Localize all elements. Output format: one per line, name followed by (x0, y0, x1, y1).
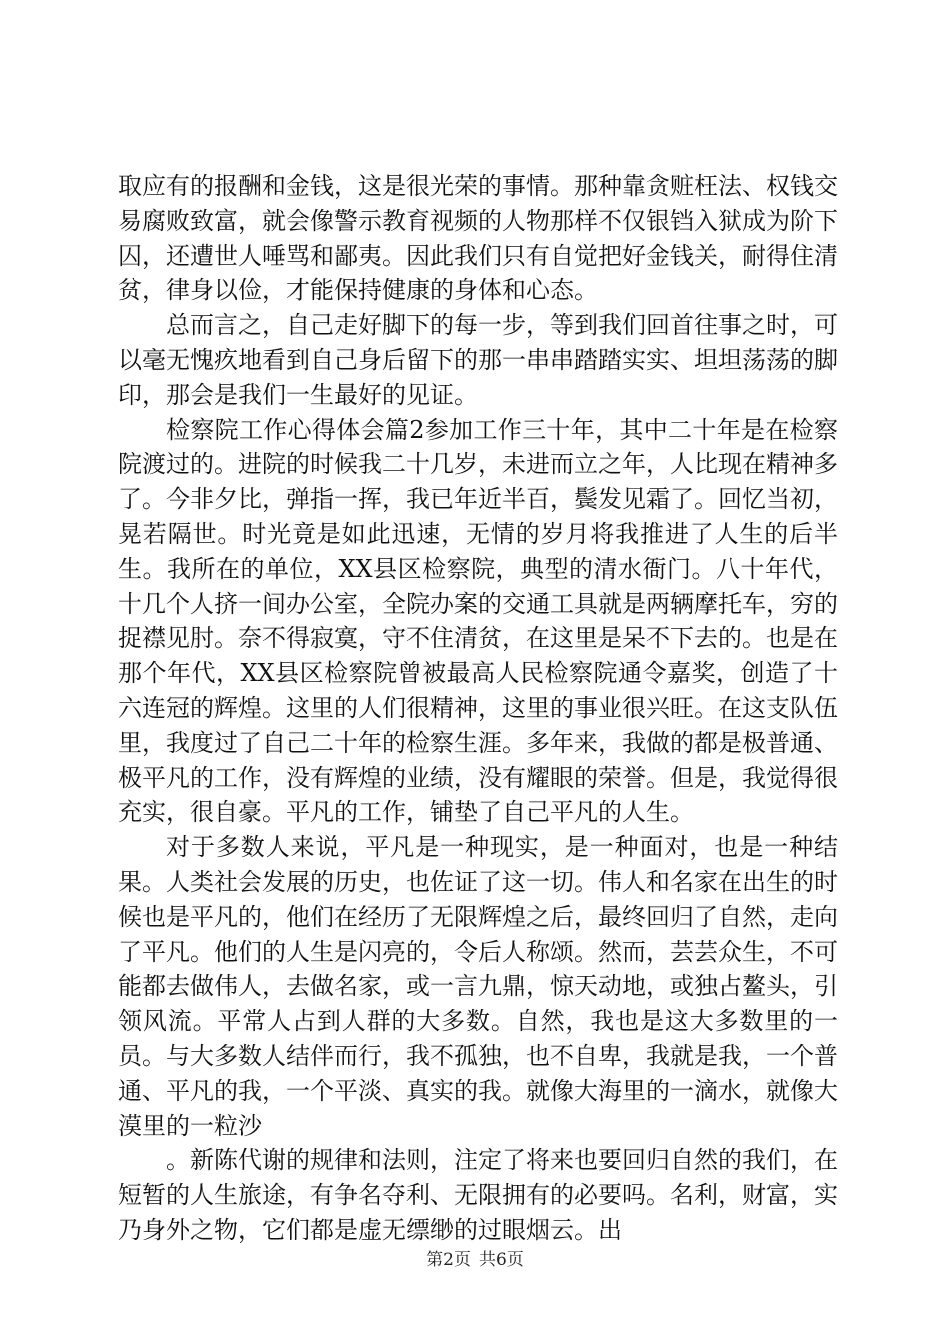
paragraph-continued (118, 169, 838, 308)
page-number: 第2页 (426, 1250, 471, 1270)
paragraph-fame-and-wealth: 。新陈代谢的规律和法则，注定了将来也要回归自然的我们，在短暂的人生旅途，有争名夺利、无限拥有的必要吗。名利，财富，实乃身外之物，它们都是虚无缥缈的过眼烟云。出 (118, 1146, 838, 1244)
document-body (118, 169, 838, 1248)
paragraph-article-2: 检察院工作心得体会篇2参加工作三十年，其中二十年是在检察院渡过的。进院的时候我二十几岁，未进而立之年，人比现在精神多了。今非夕比，弹指一挥，我已年近半百，鬓发见霜了。回忆当初，晃若隔世。时光竟是如此迅速，无情的岁月将我推进了人生的后半生。我所在的单位，XX县区检察院，典型的清水衙门。八十年代，十几个人挤一间办公室，全院办案的交通工具就是两辆摩托车，穷的捉襟见肘。奈不得寂寞，守不住清贫，在这里是呆不下去的。也是在那个年代，XX县区检察院曾被最高人民检察院通令嘉奖，创造了十六连冠的辉煌。这里的人们很精神，这里的事业很兴旺。在这支队伍里，我度过了自己二十年的检察生涯。多年来，我做的都是极普通、极平凡的工作，没有辉煌的业绩，没有耀眼的荣誉。但是，我觉得很充实，很自豪。平凡的工作，铺垫了自己平凡的人生。 (118, 415, 838, 827)
text-line: 权钱交易腐败致富，就会像警示教育视频的人物那样不仅银铛 (118, 172, 838, 235)
text-line: 态。 (550, 276, 598, 305)
page-total: 共6页 (479, 1250, 524, 1270)
paragraph-summary: 总而言之，自己走好脚下的每一步，等到我们回首往事之时，可以毫无愧疚地看到自己身后留下的那一串串踏踏实实、坦坦荡荡的脚印，那会是我们一生最好的见证。 (118, 311, 838, 409)
text-line: 入狱成为阶下囚，还遭世人唾骂和鄙夷。因此我们只有自觉把 (118, 206, 838, 270)
text-line: 好金钱关，耐得住清贫，律身以俭，才能保持健康的身体和心 (118, 241, 838, 305)
paragraph-ordinary-life: 对于多数人来说，平凡是一种现实，是一种面对，也是一种结果。人类社会发展的历史，也佐证了这一切。伟人和名家在出生的时候也是平凡的，他们在经历了无限辉煌之后，最终回归了自然，走向了平凡。他们的人生是闪亮的，令后人称颂。然而，芸芸众生，不可能都去做伟人，去做名家，或一言九鼎，惊天动地，或独占鳌头，引领风流。平常人占到人群的大多数。自然，我也是这大多数里的一员。与大多数人结伴而行，我不孤独，也不自卑，我就是我，一个普通、平凡的我，一个平淡、真实的我。就像大海里的一滴水，就像大漠里的一粒沙 (118, 833, 838, 1140)
page-footer (0, 1245, 950, 1270)
text-line: 取应有的报酬和金钱，这是很光荣的事情。那种靠贪赃枉法、 (118, 172, 766, 200)
